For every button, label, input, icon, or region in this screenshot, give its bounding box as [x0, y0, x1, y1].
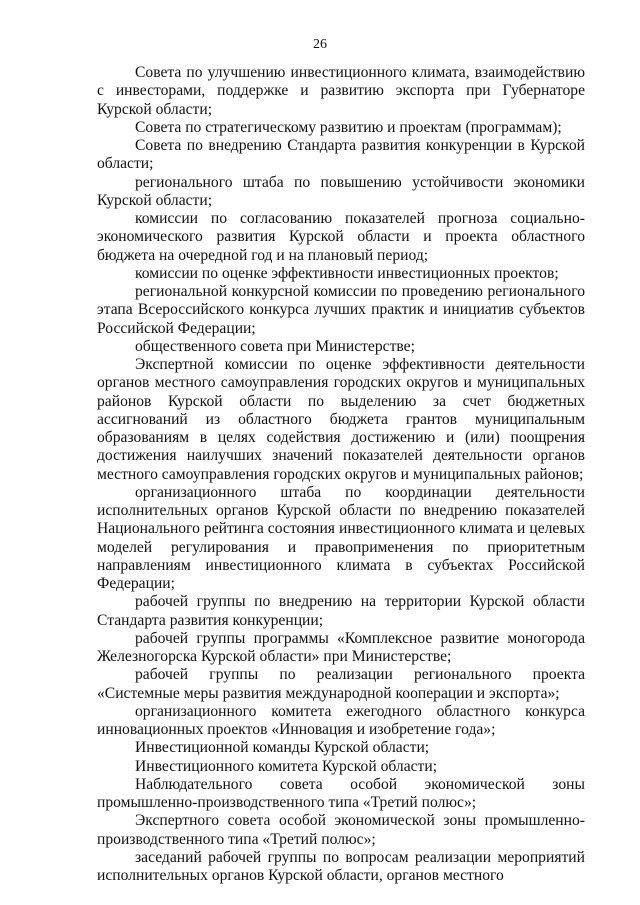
paragraph: комиссии по согласованию показателей прогноза социально-экономического развития Курской области и проекта областного бюджета на очередной год и на плановый период;	[97, 210, 585, 264]
paragraph: комиссии по оценке эффективности инвестиционных проектов;	[135, 264, 559, 282]
paragraph: Экспертной комиссии по оценке эффективности деятельности органов местного самоуправления городских округов и муниципальных районов Курской области по выделению за счет бюджетных ассигнований из областного бюджета грантов муниципальным образованиям в целях содействия достижению и (или) поощрения достижения наилучших значений показателей деятельности органов местного самоуправления городских округов и муниципальных районов;	[97, 356, 585, 483]
page-number: 26	[313, 37, 327, 52]
paragraph: региональной конкурсной комиссии по проведению регионального этапа Всероссийского конкурса лучших практик и инициатив субъектов Российской Федерации;	[97, 283, 585, 337]
paragraph: Совета по стратегическому развитию и проектам (программам);	[135, 118, 562, 136]
paragraph: Наблюдательного совета особой экономической зоны промышленно-производственного типа «Третий полюс»;	[97, 775, 585, 811]
paragraph: заседаний рабочей группы по вопросам реализации мероприятий исполнительных органов Курской области, органов местного	[97, 848, 585, 884]
paragraph: регионального штаба по повышению устойчивости экономики Курской области;	[97, 173, 585, 209]
paragraph: Инвестиционной команды Курской области;	[135, 739, 430, 757]
paragraph: организационного комитета ежегодного областного конкурса инновационных проектов «Инновация и изобретение года»;	[97, 702, 585, 738]
document-body	[97, 64, 585, 885]
paragraph: общественного совета при Министерстве;	[135, 337, 415, 355]
paragraph: рабочей группы по реализации регионального проекта «Системные меры развития международной кооперации и экспорта»;	[97, 666, 585, 702]
paragraph: организационного штаба по координации деятельности исполнительных органов Курской области по внедрению показателей Национального рейтинга состояния инвестиционного климата и целевых моделей регулирования и правоприменения по приоритетным направлениям инвестиционного климата в субъектах Российской Федерации;	[97, 483, 585, 592]
paragraph: Совета по улучшению инвестиционного климата, взаимодействию с инвесторами, поддержке и развитию экспорта при Губернаторе Курской области;	[97, 64, 585, 118]
paragraph: Инвестиционного комитета Курской области;	[135, 757, 438, 775]
paragraph: Совета по внедрению Стандарта развития конкуренции в Курской области;	[97, 137, 585, 173]
paragraph: рабочей группы по внедрению на территории Курской области Стандарта развития конкуренции;	[97, 593, 585, 629]
paragraph: Экспертного совета особой экономической зоны промышленно-производственного типа «Третий полюс»;	[97, 812, 585, 848]
paragraph: рабочей группы программы «Комплексное развитие моногорода Железногорска Курской области» при Министерстве;	[97, 629, 585, 665]
